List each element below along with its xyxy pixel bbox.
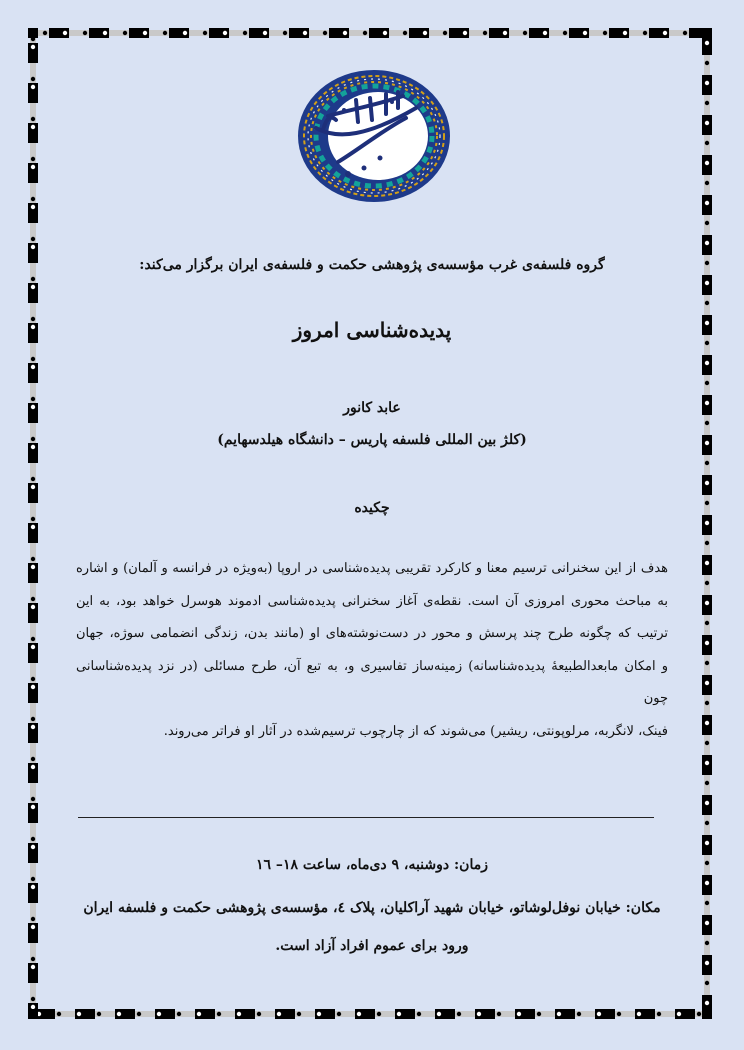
abstract-line: به مباحث محوری امروزی آن است. نقطه‌ی آغاز سخنرانی پدیده‌شناسی ادموند هوسرل خواهد بود، به این — [76, 593, 668, 609]
institute-logo — [298, 70, 450, 202]
abstract-line: ترتیب که چگونه طرح چند پرسش و محور در دست‌نوشته‌های او (مانند بدن، زندگی انضمامی سوژه، جهان — [76, 626, 668, 641]
event-entry-note: ورود برای عموم افراد آزاد است. — [275, 938, 469, 954]
abstract-body — [76, 553, 668, 748]
logo-emblem-icon — [298, 70, 450, 202]
abstract-line: هدف از این سخنرانی ترسیم معنا و کارکرد تقریبی پدیده‌شناسی در اروپا (به‌ویژه در فرانسه و آلمان) و اشاره — [76, 561, 668, 576]
lecture-title: پدیده‌شناسی امروز — [292, 318, 452, 342]
abstract-line: و امکان مابعدالطبیعهٔ پدیده‌شناسانه) زمینه‌ساز تفاسیری و، به تبع آن، طرح مسائلی (در نزد پدیده‌شناسانی چون — [76, 658, 668, 706]
abstract-line: فینک، لانگربه، مرلوپونتی، ریشیر) می‌شوند که از چارچوب ترسیم‌شده در آثار او فراتر می‌روند. — [163, 723, 668, 739]
section-divider — [78, 817, 654, 818]
event-location: مکان: خیابان نوفل‌لوشاتو، خیابان شهید آراکلیان، پلاک ٤، مؤسسه‌ی پژوهشی حکمت و فلسفه ایران — [83, 900, 661, 916]
organizer-intro: گروه فلسفه‌ی غرب مؤسسه‌ی پژوهشی حکمت و فلسفه‌ی ایران برگزار می‌کند: — [139, 257, 605, 273]
abstract-heading: چکیده — [354, 500, 390, 516]
speaker-affiliation: (کلژ بین المللی فلسفه پاریس – دانشگاه هیلدسهایم) — [217, 432, 527, 448]
event-time: زمان: دوشنبه، ۹ دی‌ماه، ساعت ۱۸– ۱٦ — [256, 857, 488, 873]
speaker-name: عابد کانور — [343, 400, 401, 416]
